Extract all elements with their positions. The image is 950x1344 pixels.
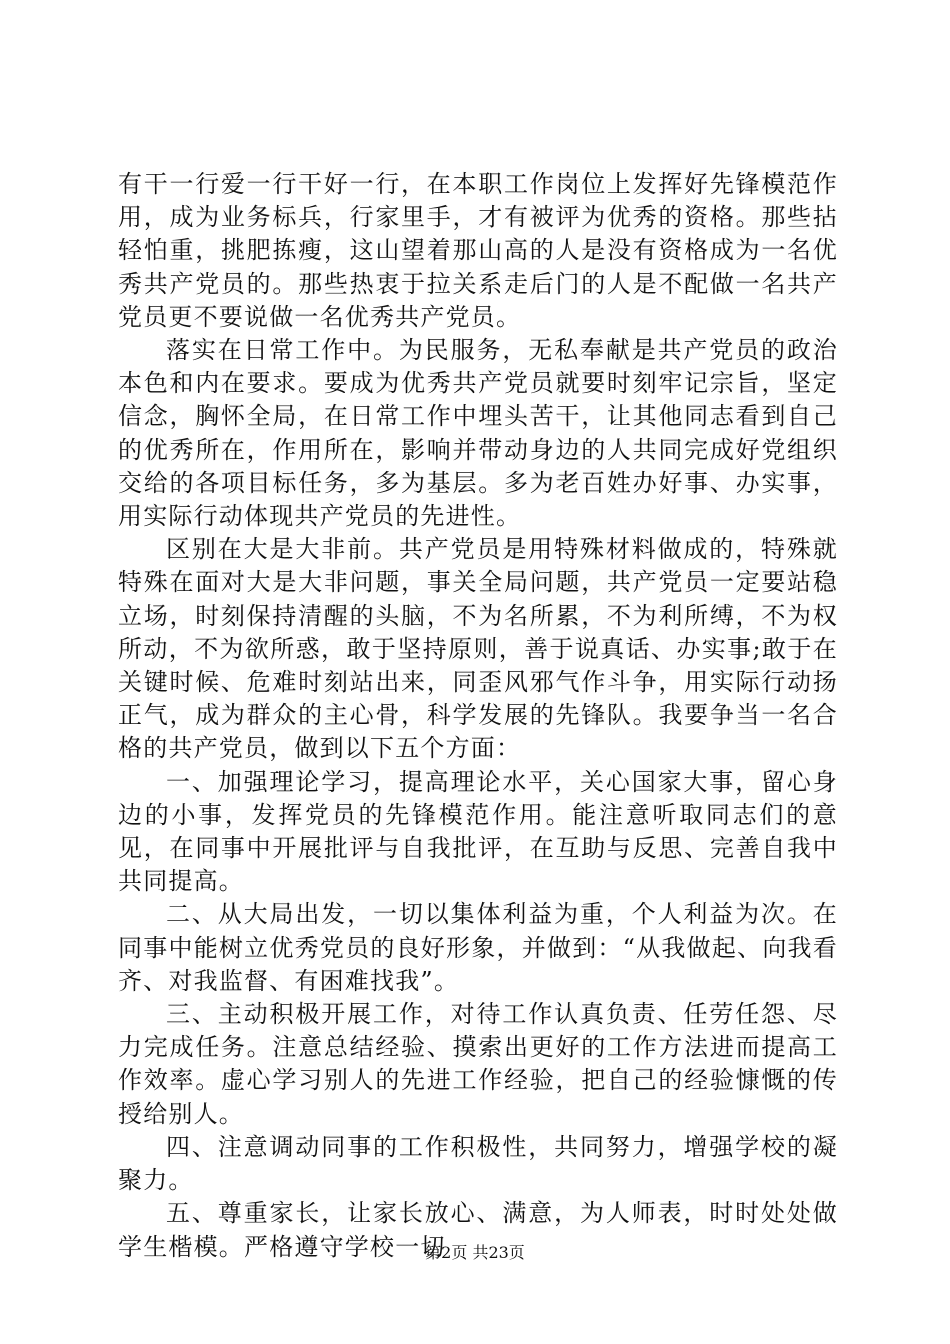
- paragraph-4: 一、加强理论学习，提高理论水平，关心国家大事，留心身边的小事，发挥党员的先锋模范作用。能注意听取同志们的意见，在同事中开展批评与自我批评，在互助与反思、完善自我中共同提高。: [118, 767, 838, 896]
- paragraph-7: 四、注意调动同事的工作积极性，共同努力，增强学校的凝聚力。: [118, 1132, 838, 1195]
- page-footer: [0, 1243, 950, 1263]
- paragraph-8: 五、尊重家长，让家长放心、满意，为人师表，时时处处做学生楷模。严格遵守学校一切: [118, 1199, 838, 1261]
- paragraph-2: 落实在日常工作中。为民服务，无私奉献是共产党员的政治本色和内在要求。要成为优秀共产党员就要时刻牢记宗旨，坚定信念，胸怀全局，在日常工作中埋头苦干，让其他同志看到自己的优秀所在，作用所在，影响并带动身边的人共同完成好党组织交给的各项目标任务，多为基层。多为老百姓办好事、办实事，用实际行动体现共产党员的先进性。: [118, 336, 838, 531]
- paragraph-1: 有干一行爱一行干好一行，在本职工作岗位上发挥好先锋模范作用，成为业务标兵，行家里手，才有被评为优秀的资格。那些拈轻怕重，挑肥拣瘦，这山望着那山高的人是没有资格成为一名优秀共产党员的。那些热衷于拉关系走后门的人是不配做一名共产党员更不要说做一名优秀共产党员。: [118, 170, 838, 331]
- page-number-label: 第2页 共23页: [425, 1243, 525, 1262]
- paragraph-5: 二、从大局出发，一切以集体利益为重，个人利益为次。在同事中能树立优秀党员的良好形象，并做到：“从我做起、向我看齐、对我监督、有困难找我”。: [118, 900, 838, 995]
- document-body: [118, 168, 838, 1264]
- paragraph-3: 区别在大是大非前。共产党员是用特殊材料做成的，特殊就特殊在面对大是大非问题，事关全局问题，共产党员一定要站稳立场，时刻保持清醒的头脑，不为名所累，不为利所缚，不为权所动，不为欲所惑，敢于坚持原则，善于说真话、办实事;敢于在关键时候、危难时刻站出来，同歪风邪气作斗争，用实际行动扬正气，成为群众的主心骨，科学发展的先锋队。我要争当一名合格的共产党员，做到以下五个方面：: [118, 535, 838, 763]
- paragraph-6: 三、主动积极开展工作，对待工作认真负责、任劳任怨、尽力完成任务。注意总结经验、摸索出更好的工作方法进而提高工作效率。虚心学习别人的先进工作经验，把自己的经验慷慨的传授给别人。: [118, 1000, 838, 1128]
